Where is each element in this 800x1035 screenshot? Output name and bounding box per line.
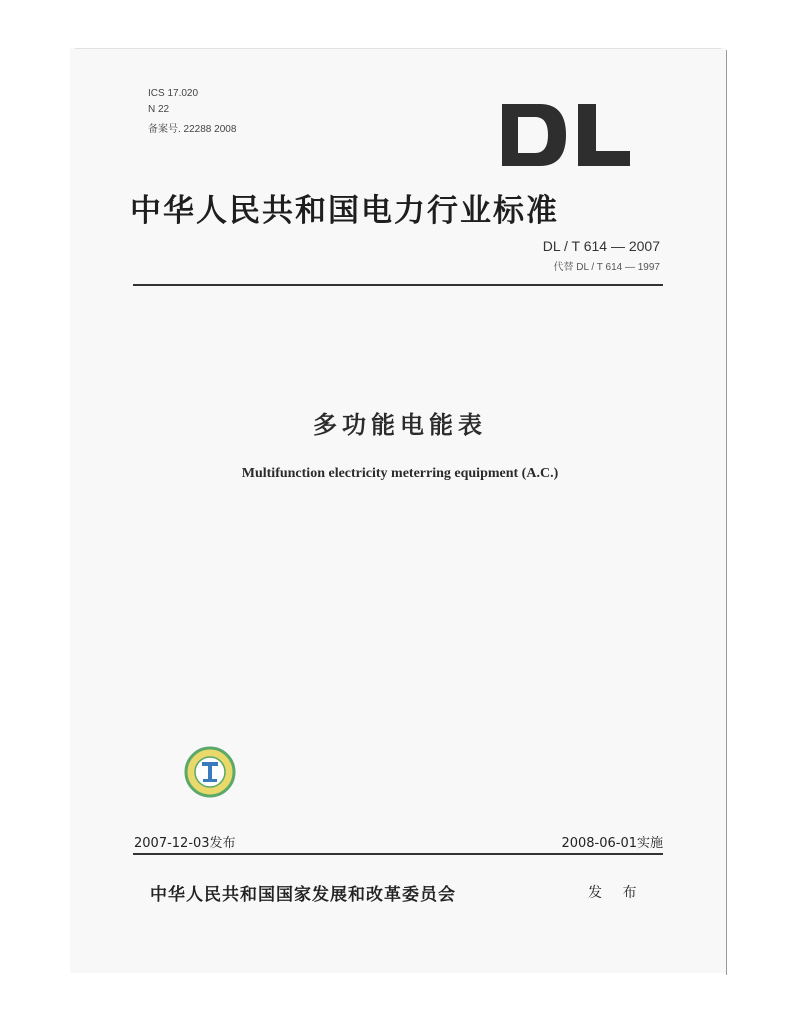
publish-label: 发 布 bbox=[588, 885, 645, 901]
filing-number: 备案号. 22288 2008 bbox=[148, 124, 237, 135]
dl-logo-letter-l bbox=[578, 104, 630, 166]
standard-number: DL / T 614 — 2007 bbox=[542, 238, 660, 254]
top-divider bbox=[133, 284, 663, 286]
bottom-divider bbox=[133, 853, 663, 855]
issue-date: 2007-12-03发布 bbox=[134, 836, 236, 851]
ics-code: ICS 17.020 bbox=[148, 88, 199, 99]
sheet-right-edge bbox=[726, 50, 727, 975]
main-title: 中华人民共和国电力行业标准 bbox=[130, 193, 559, 229]
document-title-en: Multifunction electricity meterring equipment (A.C.) bbox=[241, 466, 559, 481]
sheet-top-edge bbox=[75, 48, 721, 49]
replaces-standard: 代替 DL / T 614 — 1997 bbox=[553, 262, 660, 273]
publisher-name: 中华人民共和国国家发展和改革委员会 bbox=[150, 885, 456, 905]
document-title-cn: 多功能电能表 bbox=[313, 411, 487, 439]
dl-logo bbox=[502, 104, 632, 166]
dl-logo-letter-d bbox=[502, 104, 566, 166]
publisher-seal-icon bbox=[184, 746, 236, 798]
classification-code: N 22 bbox=[148, 104, 170, 115]
implementation-date: 2008-06-01实施 bbox=[561, 836, 663, 851]
